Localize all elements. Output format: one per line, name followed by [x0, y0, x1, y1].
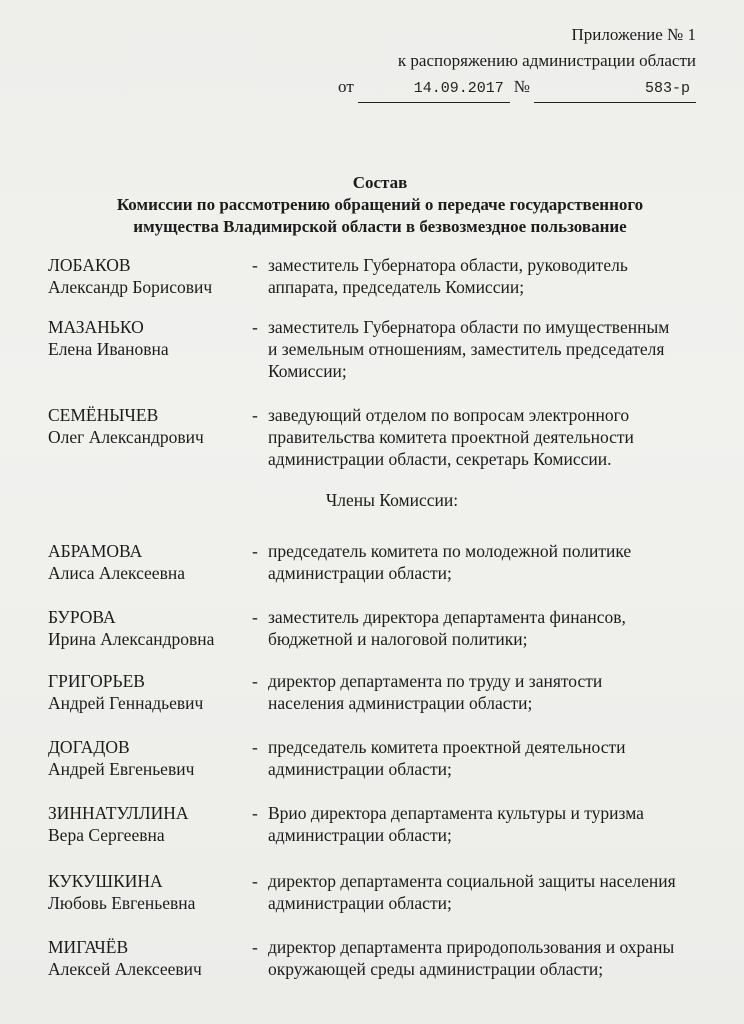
position-line: директор департамента природопользования и охраны — [268, 937, 675, 957]
person-name — [48, 254, 248, 298]
position-line: окружающей среды администрации области; — [268, 959, 604, 979]
position-line: заместитель Губернатора области, руководитель — [268, 255, 628, 275]
person-position — [268, 254, 728, 298]
person-given-name: Андрей Геннадьевич — [48, 693, 204, 713]
position-line: Врио директора департамента культуры и туризма — [268, 803, 644, 823]
person-given-name: Вера Сергеевна — [48, 825, 165, 845]
dash-separator: - — [252, 607, 258, 627]
person-surname: МАЗАНЬКО — [48, 317, 144, 337]
dash-separator: - — [252, 255, 258, 275]
title-line-3: имущества Владимирской области в безвозмездное пользование — [133, 217, 627, 236]
document-title — [80, 172, 680, 238]
person-position — [268, 870, 728, 914]
dash-separator: - — [252, 671, 258, 691]
appendix-header — [336, 22, 696, 103]
position-line: заместитель директора департамента финансов, — [268, 607, 626, 627]
position-line: председатель комитета по молодежной политике — [268, 541, 632, 561]
person-surname: БУРОВА — [48, 607, 116, 627]
dash-separator: - — [252, 405, 258, 425]
person-name — [48, 802, 248, 846]
position-line: заместитель Губернатора области по имущественным — [268, 317, 670, 337]
order-reference: к распоряжению администрации области — [397, 51, 696, 70]
person-position — [268, 540, 728, 584]
title-line-2: Комиссии по рассмотрению обращений о передаче государственного — [116, 195, 644, 214]
person-name — [48, 736, 248, 780]
number-label: № — [513, 77, 530, 96]
position-line: Комиссии; — [268, 361, 347, 381]
person-given-name: Александр Борисович — [48, 277, 213, 297]
person-position — [268, 404, 728, 470]
position-line: правительства комитета проектной деятельности — [268, 427, 634, 447]
person-position — [268, 736, 728, 780]
title-line-1: Состав — [352, 173, 408, 192]
position-line: администрации области; — [268, 759, 452, 779]
from-label: от — [338, 77, 354, 96]
position-line: заведующий отделом по вопросам электронного — [268, 405, 630, 425]
appendix-number: Приложение № 1 — [571, 25, 696, 44]
dash-separator: - — [252, 871, 258, 891]
position-line: председатель комитета проектной деятельности — [268, 737, 626, 757]
position-line: директор департамента социальной защиты населения — [268, 871, 676, 891]
person-given-name: Алиса Алексеевна — [48, 563, 185, 583]
person-name — [48, 870, 248, 914]
person-surname: СЕМЁНЫЧЕВ — [48, 405, 159, 425]
person-name — [48, 670, 248, 714]
person-name — [48, 540, 248, 584]
person-surname: ЗИННАТУЛЛИНА — [48, 803, 189, 823]
person-surname: АБРАМОВА — [48, 541, 143, 561]
person-surname: ДОГАДОВ — [48, 737, 130, 757]
position-line: администрации области, секретарь Комиссии. — [268, 449, 612, 469]
person-surname: КУКУШКИНА — [48, 871, 163, 891]
dash-separator: - — [252, 737, 258, 757]
person-given-name: Елена Ивановна — [48, 339, 169, 359]
position-line: населения администрации области; — [268, 693, 533, 713]
dash-separator: - — [252, 937, 258, 957]
person-position — [268, 936, 728, 980]
person-given-name: Андрей Евгеньевич — [48, 759, 195, 779]
person-position — [268, 802, 728, 846]
person-surname: ЛОБАКОВ — [48, 255, 131, 275]
position-line: администрации области; — [268, 563, 452, 583]
members-heading: Члены Комиссии: — [325, 490, 459, 510]
person-name — [48, 936, 248, 980]
person-surname: МИГАЧЁВ — [48, 937, 129, 957]
person-position — [268, 606, 728, 650]
order-date-line — [336, 74, 696, 103]
position-line: администрации области; — [268, 893, 452, 913]
person-position — [268, 316, 728, 382]
person-given-name: Ирина Александровна — [48, 629, 215, 649]
dash-separator: - — [252, 803, 258, 823]
person-given-name: Алексей Алексеевич — [48, 959, 202, 979]
order-date: 14.09.2017 — [358, 76, 510, 103]
person-given-name: Любовь Евгеньевна — [48, 893, 196, 913]
position-line: бюджетной и налоговой политики; — [268, 629, 528, 649]
person-surname: ГРИГОРЬЕВ — [48, 671, 145, 691]
person-name — [48, 404, 248, 448]
person-given-name: Олег Александрович — [48, 427, 204, 447]
position-line: аппарата, председатель Комиссии; — [268, 277, 525, 297]
person-name — [48, 316, 248, 360]
dash-separator: - — [252, 317, 258, 337]
position-line: и земельным отношениям, заместитель председателя — [268, 339, 665, 359]
position-line: администрации области; — [268, 825, 452, 845]
person-position — [268, 670, 728, 714]
order-number: 583-р — [534, 76, 696, 103]
person-name — [48, 606, 248, 650]
position-line: директор департамента по труду и занятости — [268, 671, 603, 691]
dash-separator: - — [252, 541, 258, 561]
